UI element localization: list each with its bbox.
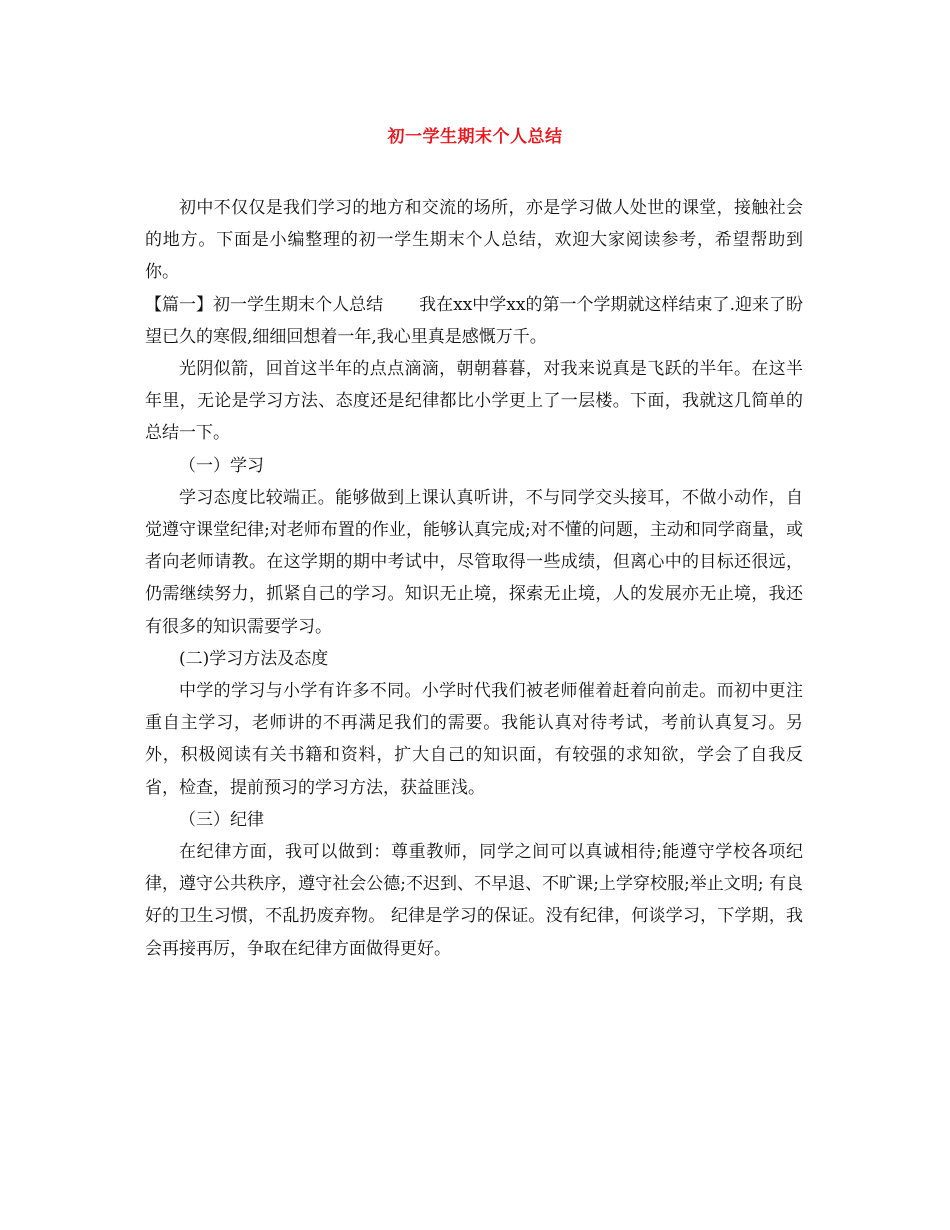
section1-heading: （一）学习 — [179, 455, 264, 476]
section2-paragraph: 中学的学习与小学有许多不同。小学时代我们被老师催着赶着向前走。而初中更注重自主学习，老师讲的不再满足我们的需要。我能认真对待考试，考前认真复习。另外，积极阅读有关书籍和资料，扩大自己的知识面，有较强的求知欲，学会了自我反省，检查，提前预习的学习方法，获益匪浅。 — [145, 681, 803, 798]
section2-heading: (二)学习方法及态度 — [179, 648, 329, 669]
section3-paragraph: 在纪律方面，我可以做到：尊重教师，同学之间可以真诚相待;能遵守学校各项纪律，遵守公共秩序，遵守社会公德;不迟到、不早退、不旷课;上学穿校服;举止文明; 有良好的卫生习惯，不乱扔废弃物。 纪律是学习的保证。没有纪律，何谈学习，下学期，我会再接再厉，争取在纪律方面做得更好。 — [145, 842, 803, 959]
part1-heading: 【篇一】初一学生期末个人总结 — [145, 294, 384, 315]
document-body — [145, 192, 803, 965]
intro-paragraph: 初中不仅仅是我们学习的地方和交流的场所，亦是学习做人处世的课堂，接触社会的地方。下面是小编整理的初一学生期末个人总结，欢迎大家阅读参考，希望帮助到你。 — [145, 198, 803, 283]
section3-heading: （三）纪律 — [179, 809, 264, 830]
document-title: 初一学生期末个人总结 — [387, 127, 563, 147]
section1-paragraph: 学习态度比较端正。能够做到上课认真听讲，不与同学交头接耳，不做小动作，自觉遵守课堂纪律;对老师布置的作业，能够认真完成;对不懂的问题，主动和同学商量，或者向老师请教。在这学期的期中考试中，尽管取得一些成绩，但离心中的目标还很远，仍需继续努力，抓紧自己的学习。知识无止境，探索无止境，人的发展亦无止境，我还有很多的知识需要学习。 — [145, 487, 803, 637]
part1-paragraph — [145, 289, 803, 353]
part1-text: 我在xx中学xx的第一个学期就这样结束了.迎来了盼望已久的寒假,细细回想着一年,我心里真是感慨万千。 — [145, 294, 803, 347]
review-paragraph: 光阴似箭，回首这半年的点点滴滴，朝朝暮暮，对我来说真是飞跃的半年。在这半年里，无论是学习方法、态度还是纪律都比小学更上了一层楼。下面，我就这几简单的总结一下。 — [145, 359, 803, 444]
